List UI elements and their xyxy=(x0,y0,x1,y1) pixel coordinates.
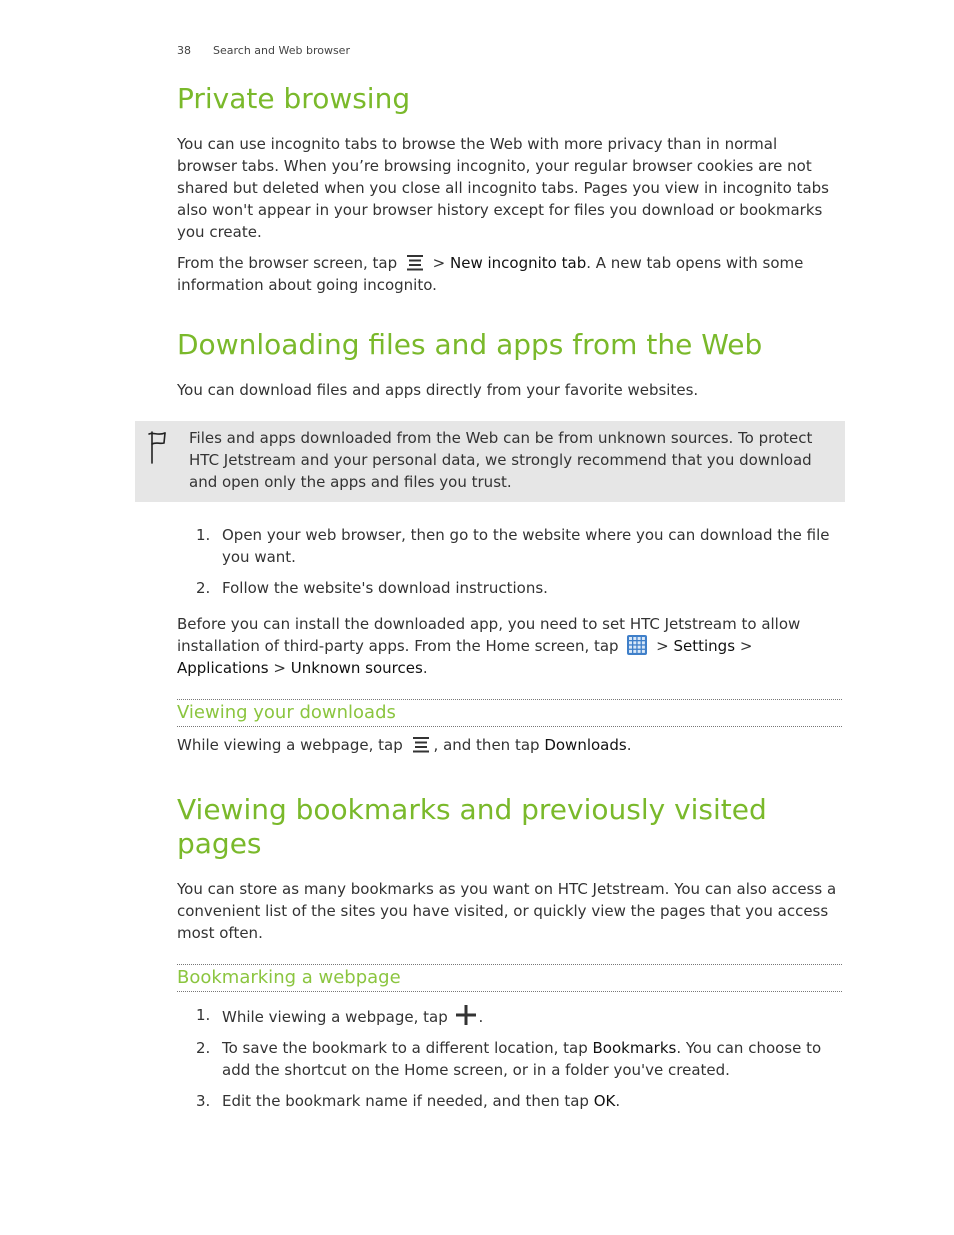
downloading-intro: You can download files and apps directly from your favorite websites. xyxy=(177,381,699,399)
step-text: Open your web browser, then go to the website where you can download the file you want. xyxy=(222,526,830,566)
section-title-bookmarks: Viewing bookmarks and previously visited pages xyxy=(177,793,767,860)
step-end: . xyxy=(478,1008,484,1026)
list-item xyxy=(196,524,836,568)
downloads-label: Downloads xyxy=(544,736,627,754)
list-item xyxy=(196,1037,836,1081)
subsection-viewing-downloads xyxy=(177,699,842,727)
step-suffix: . You can choose to add the shortcut on the Home screen, or in a folder you've created. xyxy=(222,1039,822,1079)
install-gt3: > xyxy=(273,659,286,677)
private-browsing-para2 xyxy=(177,252,837,296)
subsection-title: Viewing your downloads xyxy=(177,702,396,723)
list-item xyxy=(196,1004,836,1028)
ok-label: OK xyxy=(593,1092,616,1110)
subsection-title: Bookmarking a webpage xyxy=(177,967,401,988)
viewing-downloads-mid: , and then tap xyxy=(433,736,540,754)
step-text: Edit the bookmark name if needed, and then tap xyxy=(222,1092,589,1110)
para2-gt: > xyxy=(432,254,446,272)
viewing-downloads-end: . xyxy=(626,736,632,754)
bookmarks-label: Bookmarks xyxy=(592,1039,677,1057)
step-text: Follow the website's download instructions. xyxy=(222,579,548,597)
install-prefix: Before you can install the downloaded app, you need to set HTC Jetstream to allow installation of third-party apps. From the Home screen, tap xyxy=(177,615,801,655)
step-text: To save the bookmark to a different location, tap xyxy=(222,1039,588,1057)
page-number: 38 xyxy=(177,44,191,57)
step-end: . xyxy=(615,1092,621,1110)
new-incognito-tab-label: New incognito tab xyxy=(450,254,587,272)
private-browsing-para1: You can use incognito tabs to browse the Web with more privacy than in normal browser tabs. When you’re browsing incognito, your regular browser cookies are not shared but deleted when you close all incognito tabs. Pages you view in incognito tabs also won't appear in your browser history except for files you download or bookmarks you create. xyxy=(177,135,829,241)
menu-icon xyxy=(412,736,430,754)
settings-label: Settings xyxy=(673,637,736,655)
unknown-sources-label: Unknown sources xyxy=(290,659,423,677)
page-header xyxy=(177,44,350,57)
step-number: 1. xyxy=(196,526,211,544)
step-number: 2. xyxy=(196,1039,211,1057)
install-end: . xyxy=(422,659,428,677)
install-paragraph xyxy=(177,613,837,679)
section-title-private-browsing: Private browsing xyxy=(177,82,411,115)
download-steps-list xyxy=(196,524,836,599)
note-text: Files and apps downloaded from the Web can be from unknown sources. To protect HTC Jetstream and your personal data, we strongly recommend that you download and open only the apps and files you trust. xyxy=(189,429,813,491)
all-apps-icon xyxy=(627,635,647,655)
section-title-downloading: Downloading files and apps from the Web xyxy=(177,328,763,361)
applications-label: Applications xyxy=(177,659,269,677)
list-item xyxy=(196,577,836,599)
subsection-bookmarking xyxy=(177,964,842,992)
step-number: 2. xyxy=(196,579,211,597)
plus-icon xyxy=(455,1004,477,1026)
step-text: While viewing a webpage, tap xyxy=(222,1008,448,1026)
install-gt2: > xyxy=(739,637,753,655)
bookmarks-intro: You can store as many bookmarks as you want on HTC Jetstream. You can also access a convenient list of the sites you have visited, or quickly view the pages that you access most often. xyxy=(177,880,837,942)
step-number: 1. xyxy=(196,1006,211,1024)
step-number: 3. xyxy=(196,1092,211,1110)
list-item xyxy=(196,1090,836,1112)
chapter-title: Search and Web browser xyxy=(213,44,350,57)
flag-icon xyxy=(146,430,168,466)
menu-icon xyxy=(406,254,424,272)
viewing-downloads-prefix: While viewing a webpage, tap xyxy=(177,736,403,754)
bookmark-steps-list xyxy=(196,1004,836,1112)
install-gt1: > xyxy=(656,637,669,655)
viewing-downloads-text xyxy=(177,734,857,756)
para2-prefix: From the browser screen, tap xyxy=(177,254,398,272)
para2-suffix: . A new tab opens with some information about going incognito. xyxy=(177,254,804,294)
